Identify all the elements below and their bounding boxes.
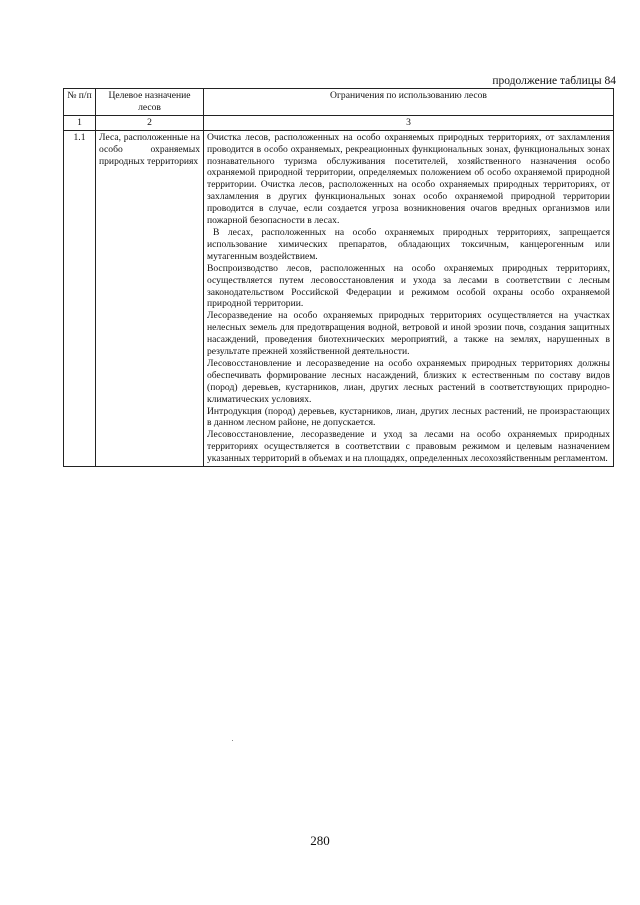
header-purpose: Целевое назначение лесов: [96, 89, 204, 116]
header-number: № п/п: [64, 89, 96, 116]
scan-speck: [232, 740, 233, 741]
table-row: [64, 130, 614, 466]
row-number: 1.1: [64, 130, 96, 466]
restriction-paragraph: Лесоразведение на особо охраняемых природных территориях осуществляется на участках нелесных земель для предотвращения водной, ветровой и иной эрозии почв, создания защитных насаждений, проведения биотехнических мероприятий, а также на землях, нарушенных в результате прежней хозяйственной деятельности.: [207, 310, 610, 358]
row-category: [96, 130, 204, 466]
table-caption: продолжение таблицы 84: [492, 75, 616, 87]
column-number-row: [64, 115, 614, 130]
row-restrictions: [204, 130, 614, 466]
header-restrictions: Ограничения по использованию лесов: [204, 89, 614, 116]
row-category-text: Леса, расположенные на особо охраняемых природных территориях: [99, 131, 200, 167]
column-number-1: 1: [64, 115, 96, 130]
column-number-2: 2: [96, 115, 204, 130]
restriction-paragraph: Интродукция (пород) деревьев, кустарников, лиан, других лесных растений, не произрастающих в данном лесном районе, не допускается.: [207, 405, 610, 429]
column-number-3: 3: [204, 115, 614, 130]
page-number: 280: [310, 833, 330, 848]
restriction-paragraph: Воспроизводство лесов, расположенных на особо охраняемых природных территориях, осуществляется путем лесовосстановления и ухода за лесами в соответствии с лесным законодательством Российской Федерации и режимом особой охраны особо охраняемой природной территории.: [207, 262, 610, 310]
table-header-row: [64, 89, 614, 116]
restriction-paragraph: Очистка лесов, расположенных на особо охраняемых природных территориях, от захламления проводится в особо охраняемых, рекреационных функциональных зонах, функциональных зонах познавательного туризма обслуживания посетителей, хозяйственного назначения особо охраняемой природной территории, определяемых положением об особо охраняемой природной территории. Очистка лесов, расположенных на особо охраняемых природных территориях, от захламления в других функциональных зонах особо охраняемой природной территории проводится в случае, если создается угроза возникновения очагов вредных организмов или пожарной безопасности в лесах.: [207, 131, 610, 227]
restriction-paragraph: Лесовосстановление и лесоразведение на особо охраняемых природных территориях должны обеспечивать формирование лесных насаждений, близких к естественным по составу видов (пород) деревьев, кустарников, лиан, других лесных растений в соответствующих природно-климатических условиях.: [207, 357, 610, 405]
restrictions-table: [63, 88, 614, 467]
restriction-paragraph: В лесах, расположенных на особо охраняемых природных территориях, запрещается использование химических препаратов, обладающих токсичным, канцерогенным или мутагенным воздействием.: [207, 226, 610, 262]
restriction-paragraph: Лесовосстановление, лесоразведение и уход за лесами на особо охраняемых природных территориях осуществляется в соответствии с правовым режимом и целевым назначением указанных территорий в объемах и на площадях, определенных лесохозяйственным регламентом.: [207, 429, 610, 465]
